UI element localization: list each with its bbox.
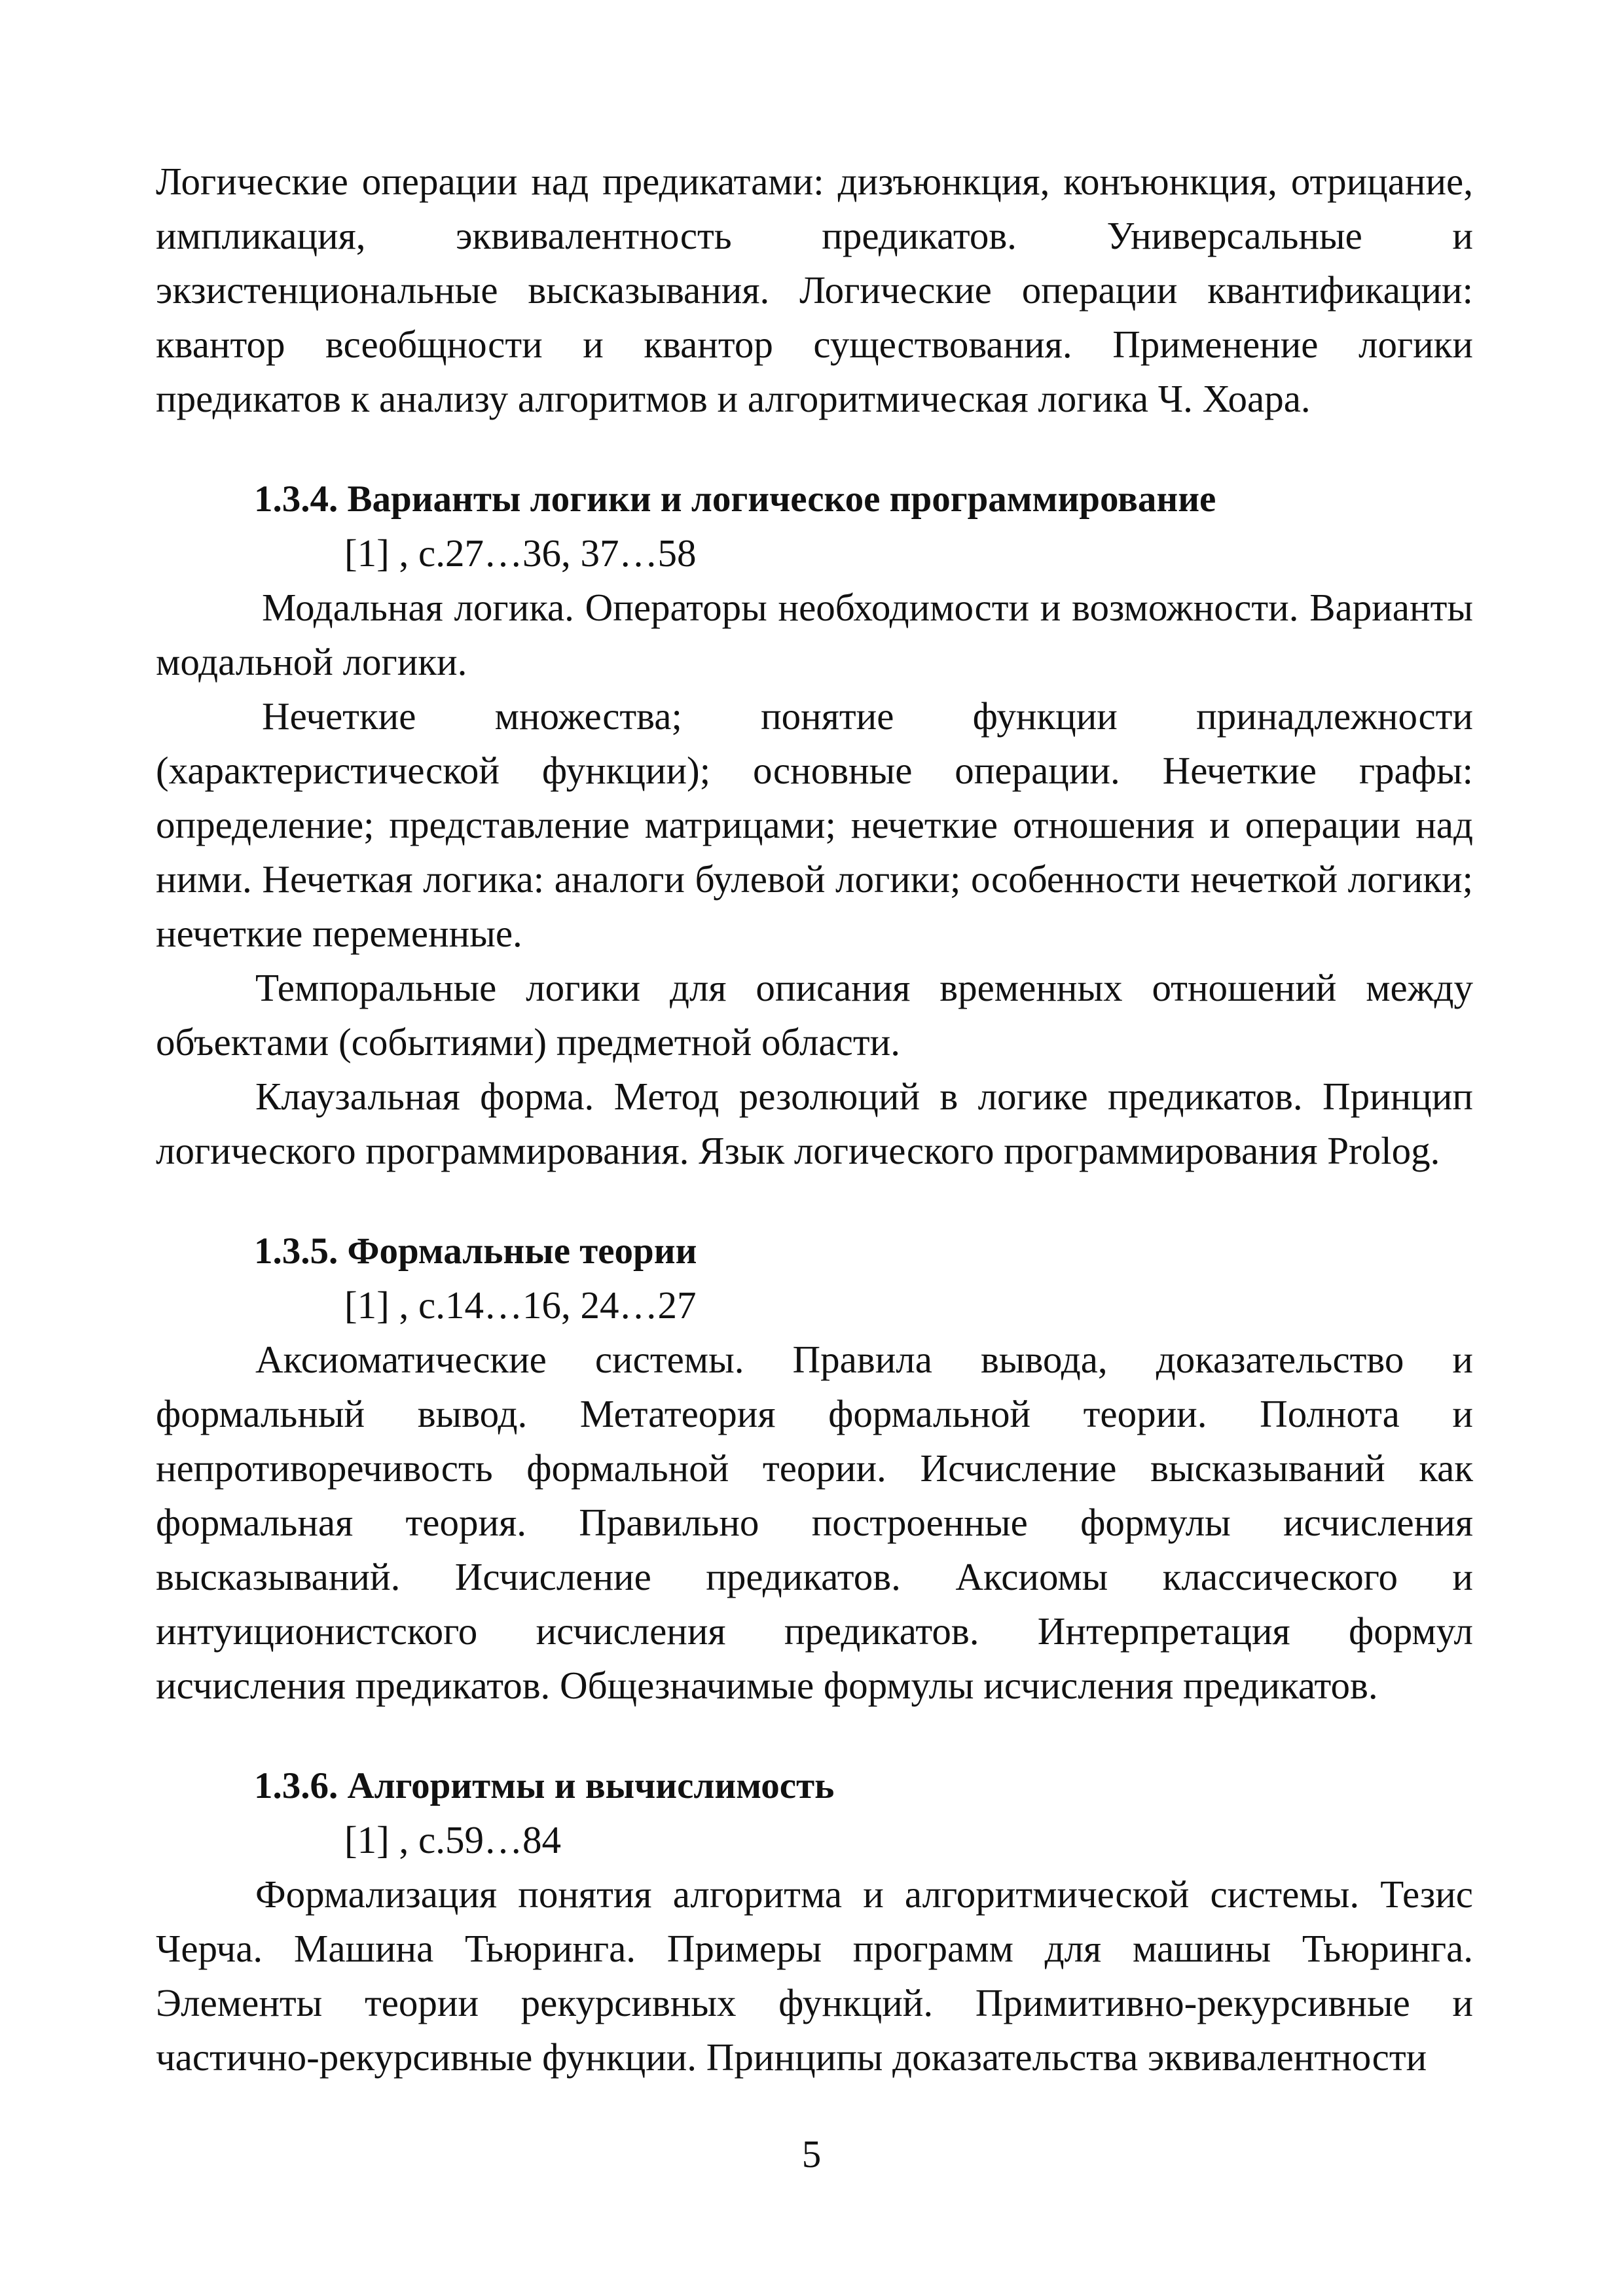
section-gap [156,1713,1473,1759]
paragraph-temporal-logic: Темпоральные логики для описания временных отношений между объектами (событиями) предметной области. [156,966,1473,1064]
paragraph-axiomatic-systems: Аксиоматические системы. Правила вывода, доказательство и формальный вывод. Метатеория формальной теории. Полнота и непротиворечивость формальной теории. Исчисление высказываний как формальная теория. Правильно построенные формулы исчисления высказываний. Исчисление предикатов. Аксиомы классического и интуиционистского исчисления предикатов. Интерпретация формул исчисления предикатов. Общезначимые формулы исчисления предикатов. [156,1338,1473,1707]
page-content [156,154,1473,2085]
section-heading-1-3-5: 1.3.5. Формальные теории [254,1230,697,1272]
section-reference-1-3-5: [1] , с.14…16, 24…27 [344,1283,697,1327]
section-gap [156,1178,1473,1224]
paragraph-fuzzy-sets: Нечеткие множества; понятие функции принадлежности (характеристической функции); основные операции. Нечеткие графы: определение; представление матрицами; нечеткие отношения и операции над ними. Нечеткая логика: аналоги булевой логики; особенности нечеткой логики; нечеткие переменные. [156,694,1473,955]
section-heading-1-3-4: 1.3.4. Варианты логики и логическое программирование [254,478,1216,520]
section-gap [156,426,1473,472]
intro-paragraph: Логические операции над предикатами: дизъюнкция, конъюнкция, отрицание, импликация, эквивалентность предикатов. Универсальные и экзистенциональные высказывания. Логические операции квантификации: квантор всеобщности и квантор существования. Применение логики предикатов к анализу алгоритмов и алгоритмическая логика Ч. Хоара. [156,160,1473,420]
section-heading-1-3-6: 1.3.6. Алгоритмы и вычислимость [254,1765,835,1806]
section-reference-1-3-4: [1] , с.27…36, 37…58 [344,531,697,575]
paragraph-algorithms: Формализация понятия алгоритма и алгоритмической системы. Тезис Черча. Машина Тьюринга. Примеры программ для машины Тьюринга. Элементы теории рекурсивных функций. Примитивно-рекурсивные и частично-рекурсивные функции. Принципы доказательства эквивалентности [156,1873,1473,2079]
paragraph-modal-logic: Модальная логика. Операторы необходимости и возможности. Варианты модальной логики. [156,586,1473,683]
paragraph-clausal-form: Клаузальная форма. Метод резолюций в логике предикатов. Принцип логического программирования. Язык логического программирования Prolog. [156,1075,1473,1172]
page-number: 5 [801,2132,822,2176]
section-reference-1-3-6: [1] , с.59…84 [344,1818,561,1861]
